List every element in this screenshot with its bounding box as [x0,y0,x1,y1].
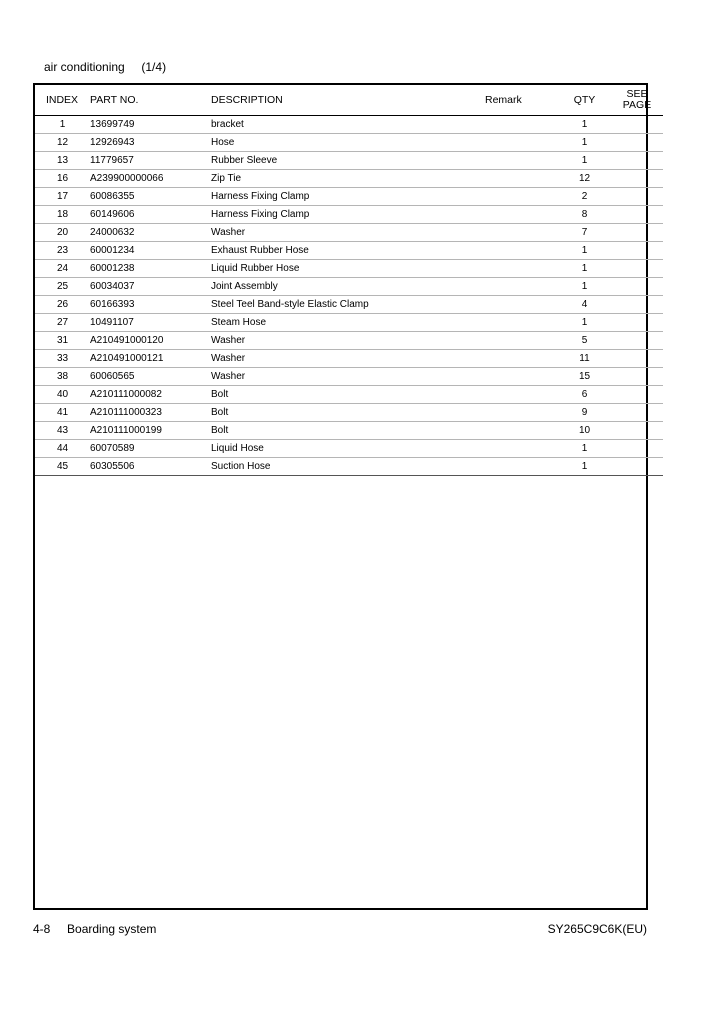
cell-remark [484,242,558,260]
table-row [35,458,663,476]
cell-index: 38 [35,368,86,386]
table-row [35,188,663,206]
table-row [35,116,663,134]
cell-part-no: A210111000199 [86,422,211,440]
cell-description: Exhaust Rubber Hose [211,242,484,260]
cell-remark [484,224,558,242]
cell-index: 43 [35,422,86,440]
table-header-row [35,85,663,116]
cell-see-page [611,440,663,458]
section-title: air conditioning (1/4) [44,60,167,74]
cell-index: 27 [35,314,86,332]
cell-part-no: 60149606 [86,206,211,224]
cell-qty: 6 [558,386,611,404]
cell-description: Liquid Hose [211,440,484,458]
cell-remark [484,296,558,314]
table-row [35,224,663,242]
cell-remark [484,206,558,224]
cell-qty: 12 [558,170,611,188]
table-row [35,260,663,278]
cell-index: 33 [35,350,86,368]
cell-description: Joint Assembly [211,278,484,296]
cell-qty: 1 [558,314,611,332]
cell-description: Steam Hose [211,314,484,332]
cell-index: 41 [35,404,86,422]
cell-remark [484,440,558,458]
cell-remark [484,170,558,188]
table-row [35,440,663,458]
cell-see-page [611,134,663,152]
cell-see-page [611,170,663,188]
cell-see-page [611,116,663,134]
cell-part-no: 13699749 [86,116,211,134]
cell-description: bracket [211,116,484,134]
cell-index: 44 [35,440,86,458]
cell-qty: 1 [558,458,611,476]
table-row [35,422,663,440]
cell-part-no: 60001238 [86,260,211,278]
cell-description: Hose [211,134,484,152]
cell-part-no: A239900000066 [86,170,211,188]
table-row [35,404,663,422]
cell-remark [484,404,558,422]
cell-see-page [611,386,663,404]
cell-qty: 1 [558,116,611,134]
parts-table-frame [33,83,652,910]
cell-qty: 9 [558,404,611,422]
cell-see-page [611,242,663,260]
cell-remark [484,116,558,134]
cell-qty: 8 [558,206,611,224]
footer-model: SY265C9C6K(EU) [547,922,647,936]
cell-remark [484,260,558,278]
cell-index: 18 [35,206,86,224]
cell-see-page [611,332,663,350]
cell-see-page [611,188,663,206]
cell-description: Bolt [211,404,484,422]
cell-see-page [611,458,663,476]
cell-qty: 7 [558,224,611,242]
cell-remark [484,332,558,350]
cell-index: 16 [35,170,86,188]
cell-description: Harness Fixing Clamp [211,188,484,206]
cell-description: Steel Teel Band-style Elastic Clamp [211,296,484,314]
cell-part-no: 60166393 [86,296,211,314]
cell-see-page [611,260,663,278]
cell-part-no: 60001234 [86,242,211,260]
cell-part-no: A210111000323 [86,404,211,422]
cell-index: 12 [35,134,86,152]
cell-index: 31 [35,332,86,350]
cell-description: Bolt [211,422,484,440]
cell-description: Bolt [211,386,484,404]
cell-qty: 15 [558,368,611,386]
cell-part-no: 12926943 [86,134,211,152]
cell-qty: 1 [558,242,611,260]
parts-table [35,85,663,476]
cell-remark [484,458,558,476]
cell-qty: 1 [558,152,611,170]
cell-index: 26 [35,296,86,314]
cell-index: 23 [35,242,86,260]
cell-see-page [611,404,663,422]
cell-remark [484,368,558,386]
cell-description: Harness Fixing Clamp [211,206,484,224]
column-header-see-page [611,85,663,116]
cell-part-no: 60034037 [86,278,211,296]
cell-index: 20 [35,224,86,242]
table-row [35,242,663,260]
cell-index: 17 [35,188,86,206]
cell-part-no: 60070589 [86,440,211,458]
cell-description: Rubber Sleeve [211,152,484,170]
cell-index: 13 [35,152,86,170]
cell-remark [484,188,558,206]
cell-see-page [611,278,663,296]
cell-see-page [611,422,663,440]
cell-qty: 4 [558,296,611,314]
cell-description: Washer [211,350,484,368]
cell-remark [484,134,558,152]
cell-qty: 1 [558,260,611,278]
cell-qty: 1 [558,440,611,458]
table-row [35,368,663,386]
cell-description: Suction Hose [211,458,484,476]
table-row [35,152,663,170]
table-row [35,278,663,296]
cell-description: Zip Tie [211,170,484,188]
cell-part-no: A210111000082 [86,386,211,404]
column-header-remark: Remark [484,85,558,116]
cell-see-page [611,350,663,368]
column-header-part-no: PART NO. [86,85,211,116]
cell-description: Washer [211,368,484,386]
cell-part-no: A210491000120 [86,332,211,350]
cell-qty: 5 [558,332,611,350]
cell-see-page [611,152,663,170]
cell-qty: 10 [558,422,611,440]
cell-remark [484,278,558,296]
cell-index: 40 [35,386,86,404]
column-header-qty: QTY [558,85,611,116]
table-row [35,206,663,224]
column-header-index: INDEX [35,85,86,116]
column-header-description: DESCRIPTION [211,85,484,116]
table-row [35,332,663,350]
cell-see-page [611,224,663,242]
cell-see-page [611,368,663,386]
cell-part-no: 60086355 [86,188,211,206]
cell-see-page [611,296,663,314]
cell-part-no: 24000632 [86,224,211,242]
see-page-line-1: SEE [626,88,648,100]
cell-qty: 2 [558,188,611,206]
cell-description: Washer [211,332,484,350]
cell-qty: 1 [558,278,611,296]
cell-qty: 11 [558,350,611,368]
cell-part-no: 10491107 [86,314,211,332]
cell-index: 25 [35,278,86,296]
see-page-line-2: PAGE [622,99,652,111]
cell-index: 45 [35,458,86,476]
table-row [35,296,663,314]
table-row [35,314,663,332]
cell-see-page [611,314,663,332]
cell-remark [484,152,558,170]
cell-description: Liquid Rubber Hose [211,260,484,278]
cell-part-no: A210491000121 [86,350,211,368]
cell-part-no: 11779657 [86,152,211,170]
cell-remark [484,314,558,332]
table-row [35,170,663,188]
cell-remark [484,422,558,440]
cell-description: Washer [211,224,484,242]
cell-index: 1 [35,116,86,134]
table-row [35,134,663,152]
cell-part-no: 60060565 [86,368,211,386]
table-row [35,386,663,404]
cell-remark [484,386,558,404]
cell-remark [484,350,558,368]
cell-see-page [611,206,663,224]
footer-page-section: 4-8 Boarding system [33,922,157,936]
cell-qty: 1 [558,134,611,152]
cell-index: 24 [35,260,86,278]
cell-part-no: 60305506 [86,458,211,476]
table-row [35,350,663,368]
